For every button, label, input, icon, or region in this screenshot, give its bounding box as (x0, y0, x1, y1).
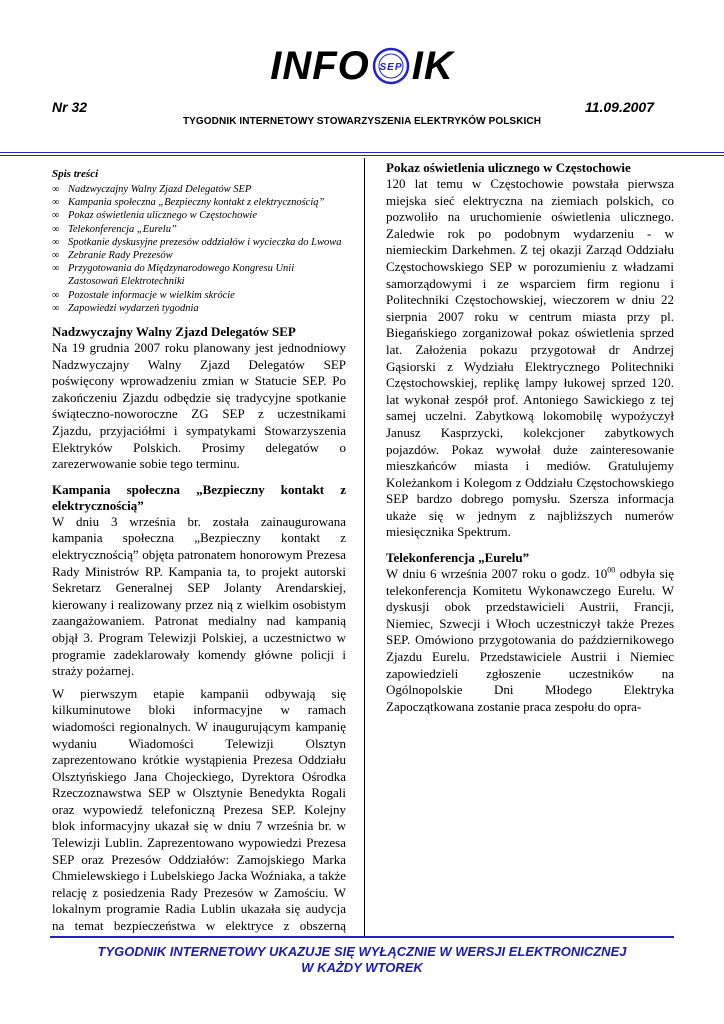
right-column (386, 160, 674, 934)
article-text-zjazd: Na 19 grudnia 2007 roku planowany jest jednodniowy Nadzwyczajny Walny Zjazd Delegatów SEP poświęcony wprowadzeniu zmian w Statucie SEP. Po zakończeniu Zjazdu odbędzie się tradycyjne spotkanie świąteczno-noworoczne ZG SEP z uczestnikami Zjazdu, przyjaciółmi i sympatykami Stowarzyszenia Elektryków Polskich. Prosimy delegatów o zarezerwowanie sobie tego terminu. (52, 340, 346, 472)
article-heading-eurel: Telekonferencja „Eurelu” (386, 550, 530, 566)
header-divider (0, 152, 724, 153)
article-text-kampania-2: W pierwszym etapie kampanii odbywają się kilkuminutowe bloki informacyjne w ramach wiadomości regionalnych. W inaugurującym kampanię wydaniu Wiadomości Telewizji Olsztyn zaprezentowano krótkie wystąpienia Prezesa Oddziału Olsztyńskiego Jana Chojeckiego, Dyrektora Ośrodka Rzeczoznawstwa SEP w Olsztynie Benedykta Rogali oraz wypowiedź telefoniczną Prezesa SEP. Kolejny blok informacyjny ukazał się w dniu 7 września br. w Telewizji Lublin. Zaprezentowano wypowiedzi Prezesa SEP oraz Prezesów Oddziałów: Zamojskiego Marka Chmielewskiego i Lubelskiego Jacka Woźniaka, a także relację z posiedzenia Rady Prezesów w Zamościu. W lokalnym programie Radia Lublin ukazała się audycja na temat bezpieczeństwa w elektryce z obszerną (52, 685, 346, 934)
footer-line-2: W KAŻDY WTOREK (301, 960, 423, 975)
toc-item[interactable]: ∞ Pozostałe informacje w wielkim skrócie (52, 289, 235, 301)
left-column (52, 160, 346, 934)
toc-item[interactable]: ∞ Spotkanie dyskusyjne prezesów oddziałów i wycieczka do Lwowa (52, 236, 342, 248)
article-heading-zjazd: Nadzwyczajny Walny Zjazd Delegatów SEP (52, 324, 296, 340)
toc-item[interactable]: ∞ Telekonferencja „Eurelu” (52, 223, 177, 235)
bullet-icon: ∞ (52, 223, 60, 235)
table-of-contents (52, 183, 346, 315)
sep-emblem-icon (372, 47, 410, 85)
toc-item[interactable]: ∞ Zapowiedzi wydarzeń tygodnia (52, 302, 199, 314)
article-text-pokaz: 120 lat temu w Częstochowie powstała pierwsza miejska sieć elektryczna na ziemiach polskich, co pozwoliło na uruchomienie oświetlenia ulicznego. Zaledwie rok po podobnym wydarzeniu - w niemieckim Darkehmen. Z tej okazji Zarząd Oddziału Częstochowskiego SEP w porozumieniu z władzami samorządowymi i ze wsparciem firm regionu i Politechniki Częstochowskiej, wieczorem w dniu 22 sierpnia 2007 roku w centrum miasta przy pl. Biegańskiego zorganizował pokaz oświetlenia sprzed lat. Założenia pokazu przygotował dr Andrzej Gąsiorski z Wydziału Elektrycznego Politechniki Częstochowskiej, replikę lampy łukowej sprzed 120. lat wykonał zespół prof. Antoniego Sawickiego z tej samej uczelni. Zabytkową lokomobilę wypożyczył Janusz Kasprzycki, kolekcjoner zabytkowych pojazdów. Pokaz wywołał duże zainteresowanie mieszkańców miasta i mediów. Gratulujemy Koleżankom i Kolegom z Oddziału Częstochowskiego SEP bardzo dobrego pomysłu. Szersza informacja ukaże się w jednym z najbliższych numerów miesięcznika Spektrum. (386, 176, 674, 540)
toc-item[interactable]: ∞ Przygotowania do Międzynarodowego Kongresu Unii Zastosowań Elektrotechniki (52, 263, 295, 288)
bullet-icon: ∞ (52, 236, 60, 248)
issue-number: Nr 32 (52, 99, 88, 115)
header-divider-secondary (0, 155, 724, 156)
bullet-icon: ∞ (52, 197, 60, 209)
time-superscript: 00 (607, 565, 616, 575)
footer-line-1: TYGODNIK INTERNETOWY UKAZUJE SIĘ WYŁĄCZNIE W WERSJI ELEKTRONICZNEJ (97, 944, 627, 959)
article-text-eurel: W dniu 6 września 2007 roku o godz. $10^{00}$ odbyła się telekonferencja Komitetu Wykonawczego Eurelu. W dyskusji obok przedstawicieli Austrii, Francji, Niemiec, Szwecji i Włoch uczestniczył także Prezes SEP. Omówiono przygotowania do październikowego Zjazdu Eurelu. Przedstawiciele Austrii i Niemiec zapowiedzieli zgłoszenie uczestników na Ogólnopolskie Dni Młodego Elektryka Zapoczątkowana zostanie praca zespołu do opra- (386, 565, 674, 714)
publication-subtitle: TYGODNIK INTERNETOWY STOWARZYSZENIA ELEKTRYKÓW POLSKICH (182, 116, 542, 127)
bullet-icon: ∞ (52, 289, 60, 301)
toc-item[interactable]: ∞ Zebranie Rady Prezesów (52, 250, 173, 262)
article-heading-kampania: Kampania społeczna „Bezpieczny kontakt z elektrycznością” (52, 481, 346, 513)
toc-item[interactable]: ∞ Pokaz oświetlenia ulicznego w Częstochowie (52, 210, 257, 222)
toc-item[interactable]: ∞ Nadzwyczajny Walny Zjazd Delegatów SEP (52, 184, 252, 195)
footer-divider (50, 936, 674, 938)
footer-notice (0, 944, 724, 976)
bullet-icon: ∞ (52, 302, 60, 314)
article-heading-pokaz: Pokaz oświetlenia ulicznego w Częstochowie (386, 160, 631, 175)
bullet-icon: ∞ (52, 184, 60, 195)
issue-date: 11.09.2007 (584, 99, 654, 115)
masthead-logo (0, 40, 724, 90)
emblem-text: SEP (379, 62, 403, 74)
logo-text-right: IK (411, 44, 454, 89)
column-divider (364, 158, 365, 938)
toc-item[interactable]: ∞ Kampania społeczna „Bezpieczny kontakt z elektrycznością” (52, 197, 325, 209)
logo-text-left: INFO (270, 44, 370, 89)
article-text-kampania-1: W dniu 3 września br. została zainaugurowana kampania społeczna „Bezpieczny kontakt z elektrycznością” objęta patronatem honorowym Prezesa Rady Ministrów RP. Kampania ta, to projekt autorski Sekretarz Generalnej SEP Jolanty Arendarskiej, kierowany i realizowany przez nią z wielkim osobistym zaangażowaniem. Patronat medialny nad kampanią objął 3. Program Telewizji Polskiej, a uczestnictwo w programie zadeklarowały komendy główne policji i straży pożarnej. (52, 513, 346, 679)
bullet-icon: ∞ (52, 250, 60, 262)
bullet-icon: ∞ (52, 210, 60, 222)
bullet-icon: ∞ (52, 263, 60, 275)
toc-title: Spis treści (52, 168, 99, 180)
